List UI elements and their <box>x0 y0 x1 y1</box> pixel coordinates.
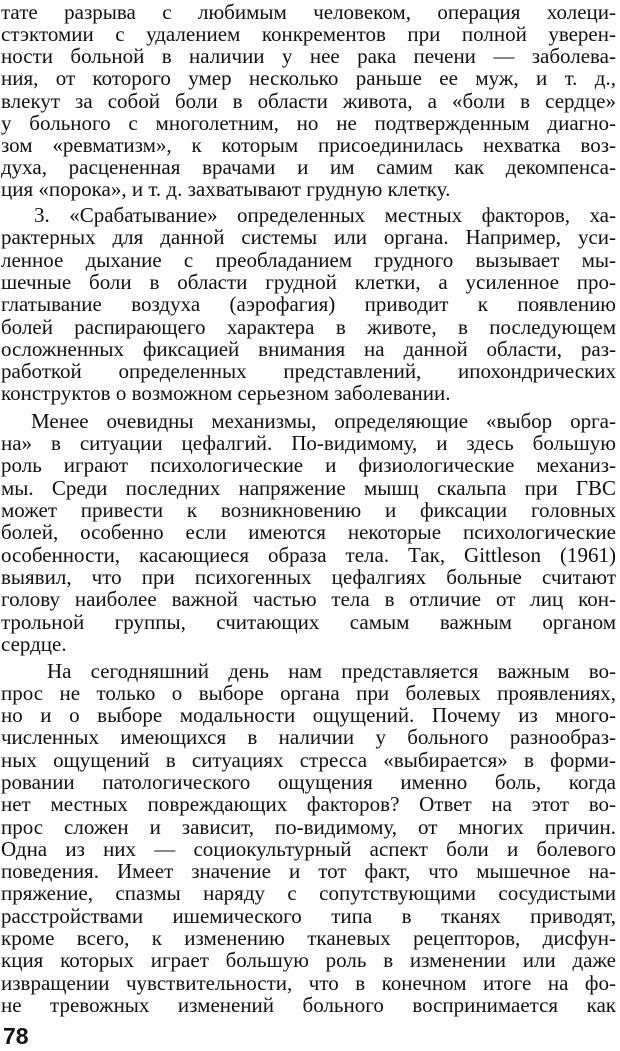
text-line: расстройствами ишемического типа в тканях приводят, <box>1 904 616 928</box>
text-line: голову наиболее важной частью тела в отличие от лиц кон- <box>1 587 616 611</box>
text-line: особенности, касающиеся образа тела. Так, Gittleson (1961) <box>1 543 616 567</box>
text-line: но и о выборе модальности ощущений. Почему из много- <box>1 703 616 727</box>
page-number: 78 <box>3 1023 29 1049</box>
text-line: шечные боли в области грудной клетки, а усиленное про- <box>1 270 616 294</box>
paragraph-end-line: сердце. <box>1 632 67 656</box>
text-line: кция которых играет большую роль в изменении или даже <box>1 948 616 972</box>
text-line: духа, расцененная врачами и им самим как декомпенса- <box>1 155 616 179</box>
text-line: ных ощущений в ситуациях стресса «выбирается» в форми- <box>1 748 616 772</box>
text-line: ленное дыхание с преобладанием грудного вызывает мы- <box>1 248 616 272</box>
text-line: трольной группы, считающих самым важным органом <box>1 610 616 634</box>
text-line: может привести к возникновению и фиксации головных <box>1 498 616 522</box>
text-line: влекут за собой боли в области живота, а «боли в сердце» <box>1 89 616 113</box>
text-line: не тревожных изменений больного воспринимается как <box>1 993 616 1017</box>
text-line: тате разрыва с любимым человеком, операция холеци- <box>1 0 616 24</box>
text-line: осложненных фиксацией внимания на данной области, раз- <box>1 337 616 361</box>
text-line: выявил, что при психогенных цефалгиях больные считают <box>1 565 616 589</box>
paragraph-end-line: ция «порока», и т. д. захватывают грудную клетку. <box>1 177 451 201</box>
text-line: рактерных для данной системы или органа. Например, уси- <box>1 225 616 249</box>
text-line: Одна из них — социокультурный аспект боли и болевого <box>1 837 616 861</box>
text-line: зом «ревматизм», к которым присоединилась нехватка воз- <box>1 133 616 157</box>
text-line: болей, особенно если имеются некоторые психологические <box>1 520 616 544</box>
text-line: глатывание воздуха (аэрофагия) приводит к появлению <box>1 292 616 316</box>
paragraph-first-line: Менее очевидны механизмы, определяющие «выбор орга- <box>31 409 616 433</box>
text-line: роль играют психологические и физиологические механиз- <box>1 453 616 477</box>
text-line: нет местных повреждающих факторов? Ответ на этот во- <box>1 792 616 816</box>
text-line: поведения. Имеет значение и тот факт, что мышечное на- <box>1 859 616 883</box>
text-line: ности больной в наличии у нее рака печени — заболева- <box>1 44 616 68</box>
paragraph-end-line: конструктов о возможном серьезном заболевании. <box>1 381 451 405</box>
text-line: на» в ситуации цефалгий. По-видимому, и здесь большую <box>1 431 616 455</box>
text-line: извращении чувствительности, что в конечном итоге на фо- <box>1 971 616 995</box>
text-line: стэктомии с удалением конкрементов при полной уверен- <box>1 22 616 46</box>
text-line: кроме всего, к изменению тканевых рецепторов, дисфун- <box>1 926 616 950</box>
text-line: мы. Среди последних напряжение мышц скальпа при ГВС <box>1 476 616 500</box>
text-line: ровании патологического ощущения именно боль, когда <box>1 770 616 794</box>
text-line: ния, от которого умер несколько раньше ее муж, и т. д., <box>1 66 616 90</box>
text-line: прос не только о выборе органа при болевых проявлениях, <box>1 681 616 705</box>
paragraph-first-line: На сегодняшний день нам представляется важным во- <box>47 659 616 683</box>
text-line: работкой определенных представлений, ипохондрических <box>1 359 616 383</box>
paragraph-first-line: 3. «Срабатывание» определенных местных факторов, ха- <box>34 203 616 227</box>
text-line: пряжение, спазмы наряду с сопутствующими сосудистыми <box>1 881 616 905</box>
text-line: болей распирающего характера в животе, в последующем <box>1 315 616 339</box>
text-line: прос сложен и зависит, по-видимому, от многих причин. <box>1 815 616 839</box>
text-line: у больного с многолетним, но не подтвержденным диагно- <box>1 111 616 135</box>
text-line: численных имеющихся в наличии у больного разнообраз- <box>1 725 616 749</box>
